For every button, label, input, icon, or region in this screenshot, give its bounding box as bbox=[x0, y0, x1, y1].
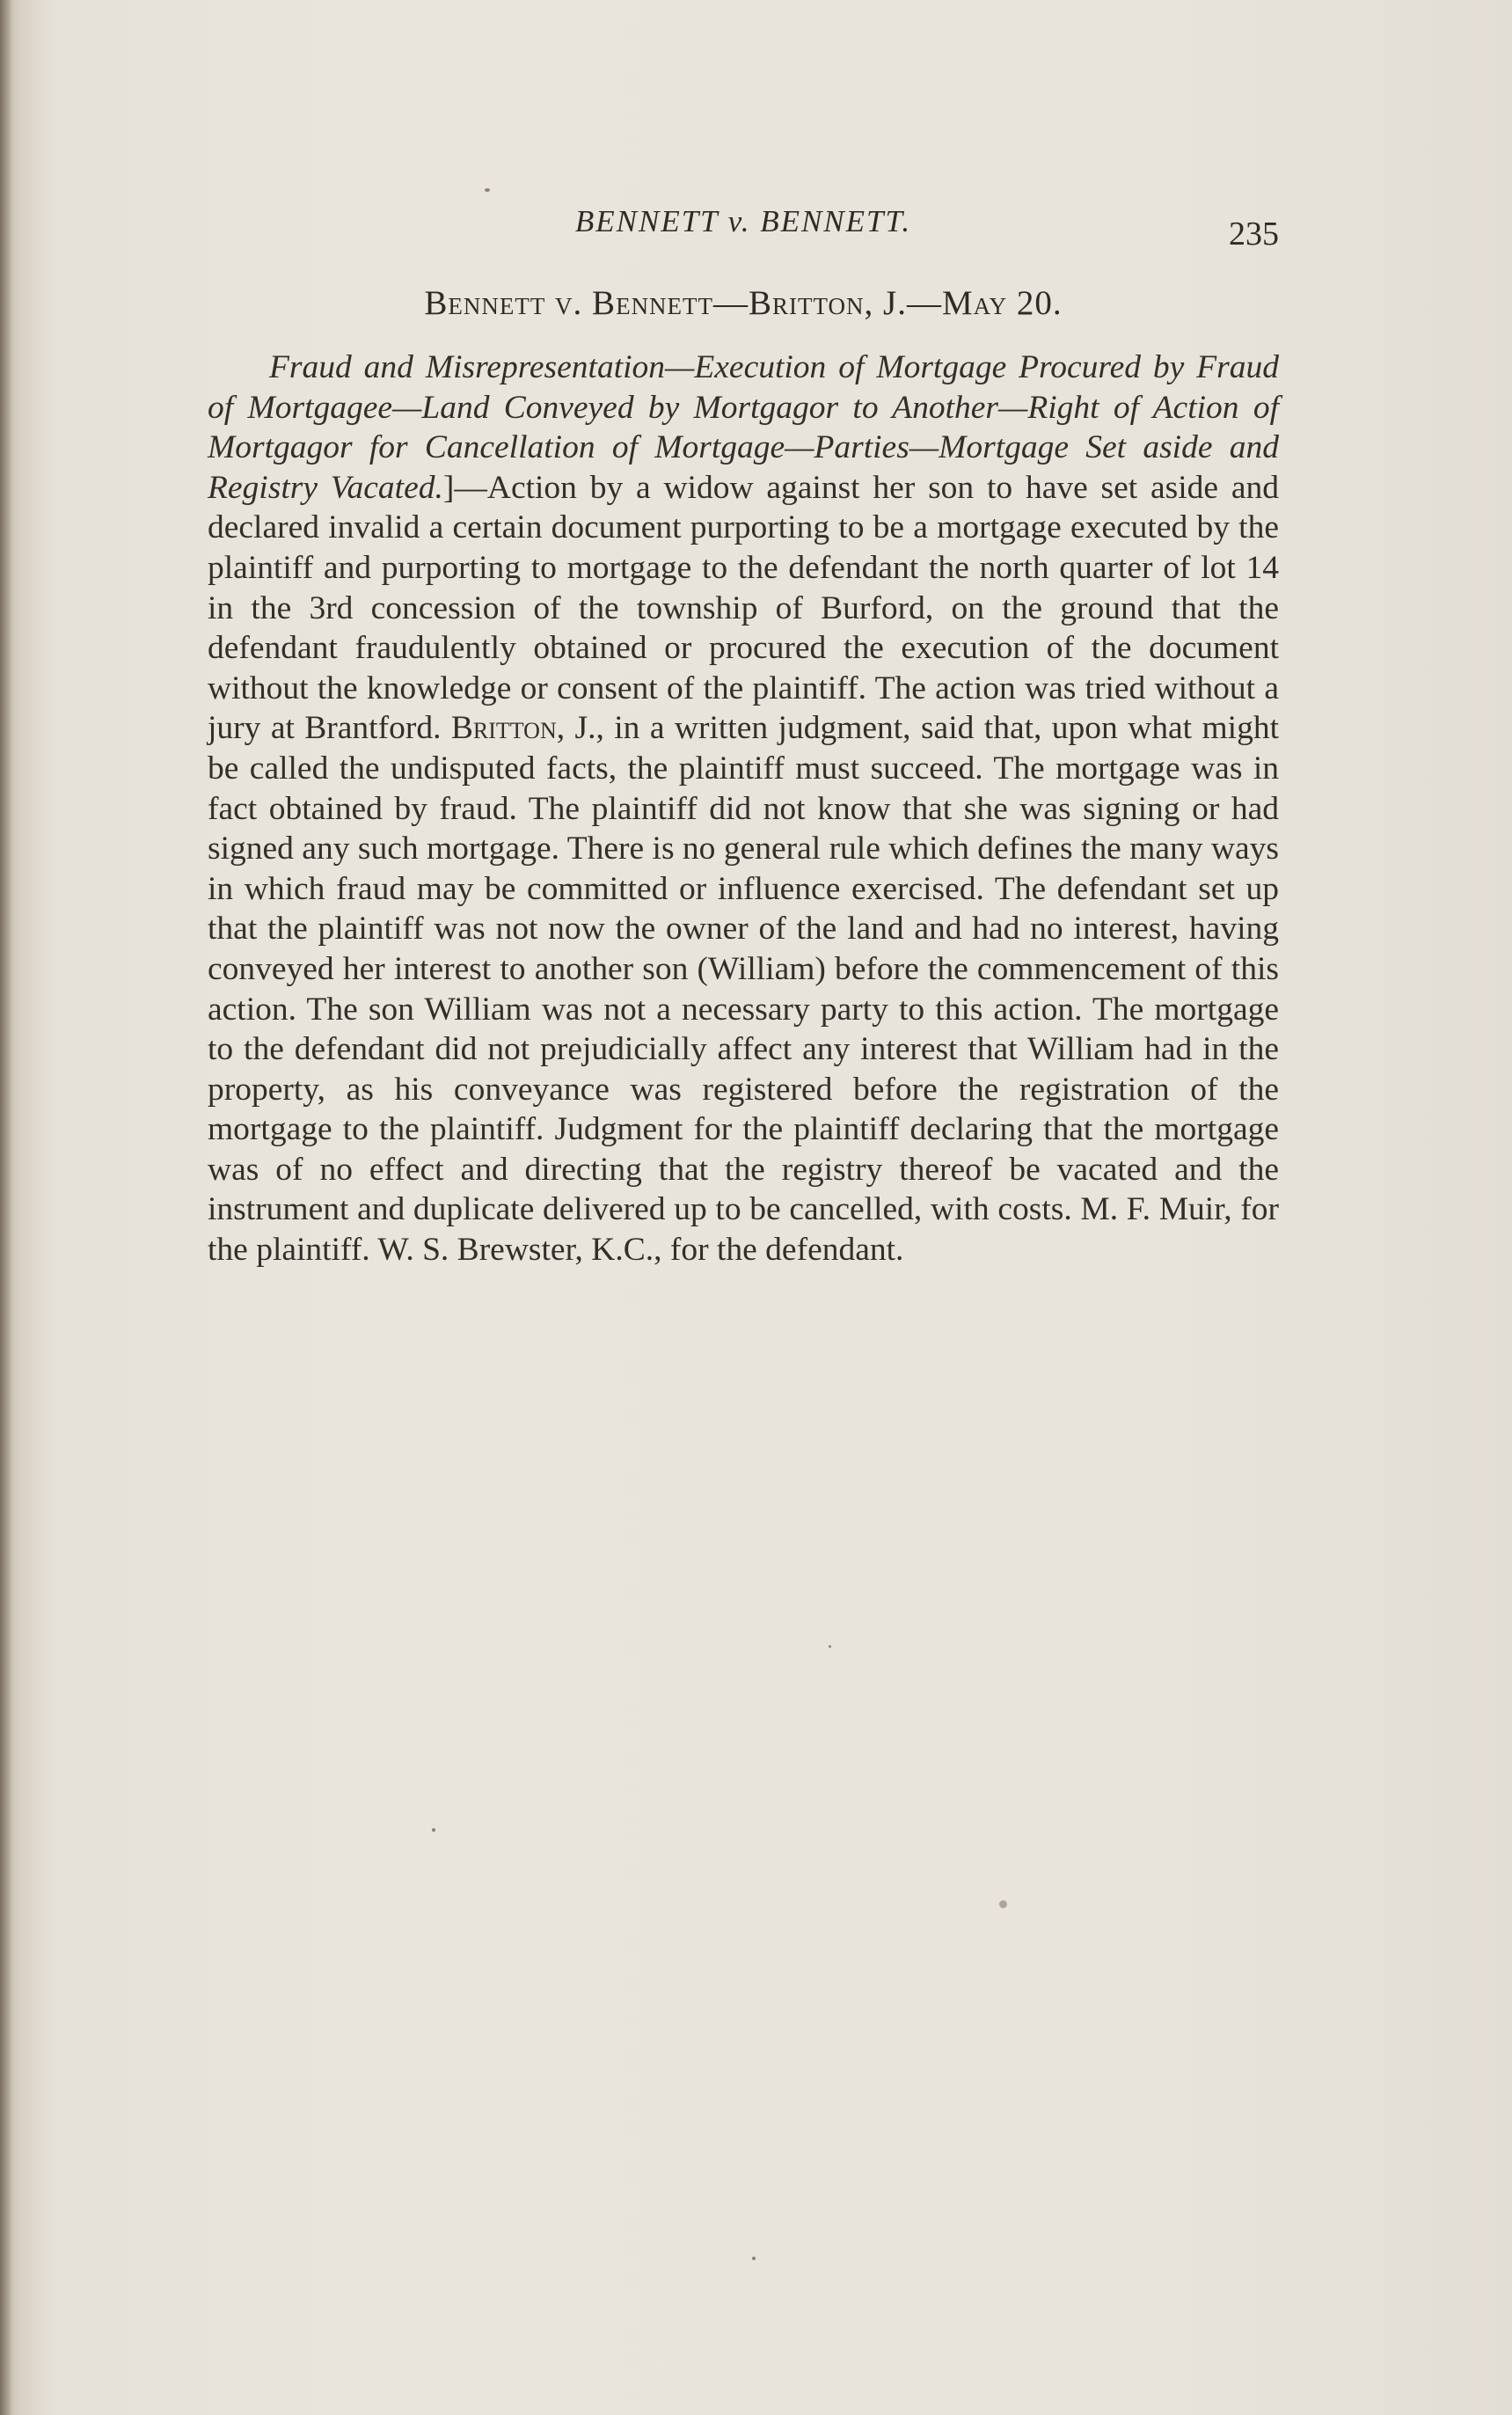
running-title: BENNETT v. BENNETT. bbox=[574, 204, 912, 238]
book-spine-shadow bbox=[0, 0, 12, 2415]
case-heading: Bennett v. Bennett—Britton, J.—May 20. bbox=[424, 284, 1063, 322]
paper-speck bbox=[752, 2257, 756, 2260]
report-text-1: —Action by a widow against her son to have set aside and declared invalid a certain document purporting to be a mortgage executed by the plaintiff and purporting to mortgage to the defendant the north quarter of lot 14 in the 3rd concession of the township of Burford, on the ground that the defendant fraudulently obtained or procured the execution of the document without the knowledge or consent of the plaintiff. The action was tried without a jury at Brantford. bbox=[208, 469, 1279, 747]
running-head bbox=[208, 204, 1279, 257]
headnote-close-bracket: ] bbox=[442, 469, 455, 506]
paper-speck bbox=[999, 1900, 1007, 1908]
report-text-2: , J., in a written judgment, said that, upon what might be called the undisputed facts, the plaintiff must succeed. The mortgage was in fact obtained by fraud. The plaintiff did not know that she was signing or had signed any such mortgage. There is no general rule which defines the many ways in which fraud may be committed or influence exercised. The defendant set up that the plaintiff was not now the owner of the land and had no interest, having conveyed her interest to another son (William) before the commencement of this action. The son William was not a necessary party to this action. The mortgage to the defendant did not prejudicially affect any interest that William had in the property, as his conveyance was registered before the registration of the mortgage to the plaintiff. Judgment for the plaintiff declaring that the mortgage was of no effect and directing that the registry thereof be vacated and the instrument and duplicate delivered up to be cancelled, with costs. M. F. Muir, for the plaintiff. W. S. Brewster, K.C., for the defendant. bbox=[208, 710, 1279, 1269]
case-paragraph bbox=[208, 348, 1279, 1270]
page-number: 235 bbox=[1229, 216, 1279, 252]
case-report bbox=[208, 348, 1279, 1270]
paper-speck bbox=[432, 1828, 435, 1832]
paper-speck bbox=[485, 188, 490, 192]
judge-name: Britton bbox=[450, 710, 557, 747]
headnote: Fraud and Misrepresentation—Execution of Mortgage Procured by Fraud of Mortgagee—Land Conveyed by Mortgagor to Another—Right of Action of Mortgagor for Cancellation of Mortgage—Parties—Mortgage Set aside and Registry Vacated. bbox=[208, 349, 1279, 506]
paper-speck bbox=[829, 1645, 831, 1648]
